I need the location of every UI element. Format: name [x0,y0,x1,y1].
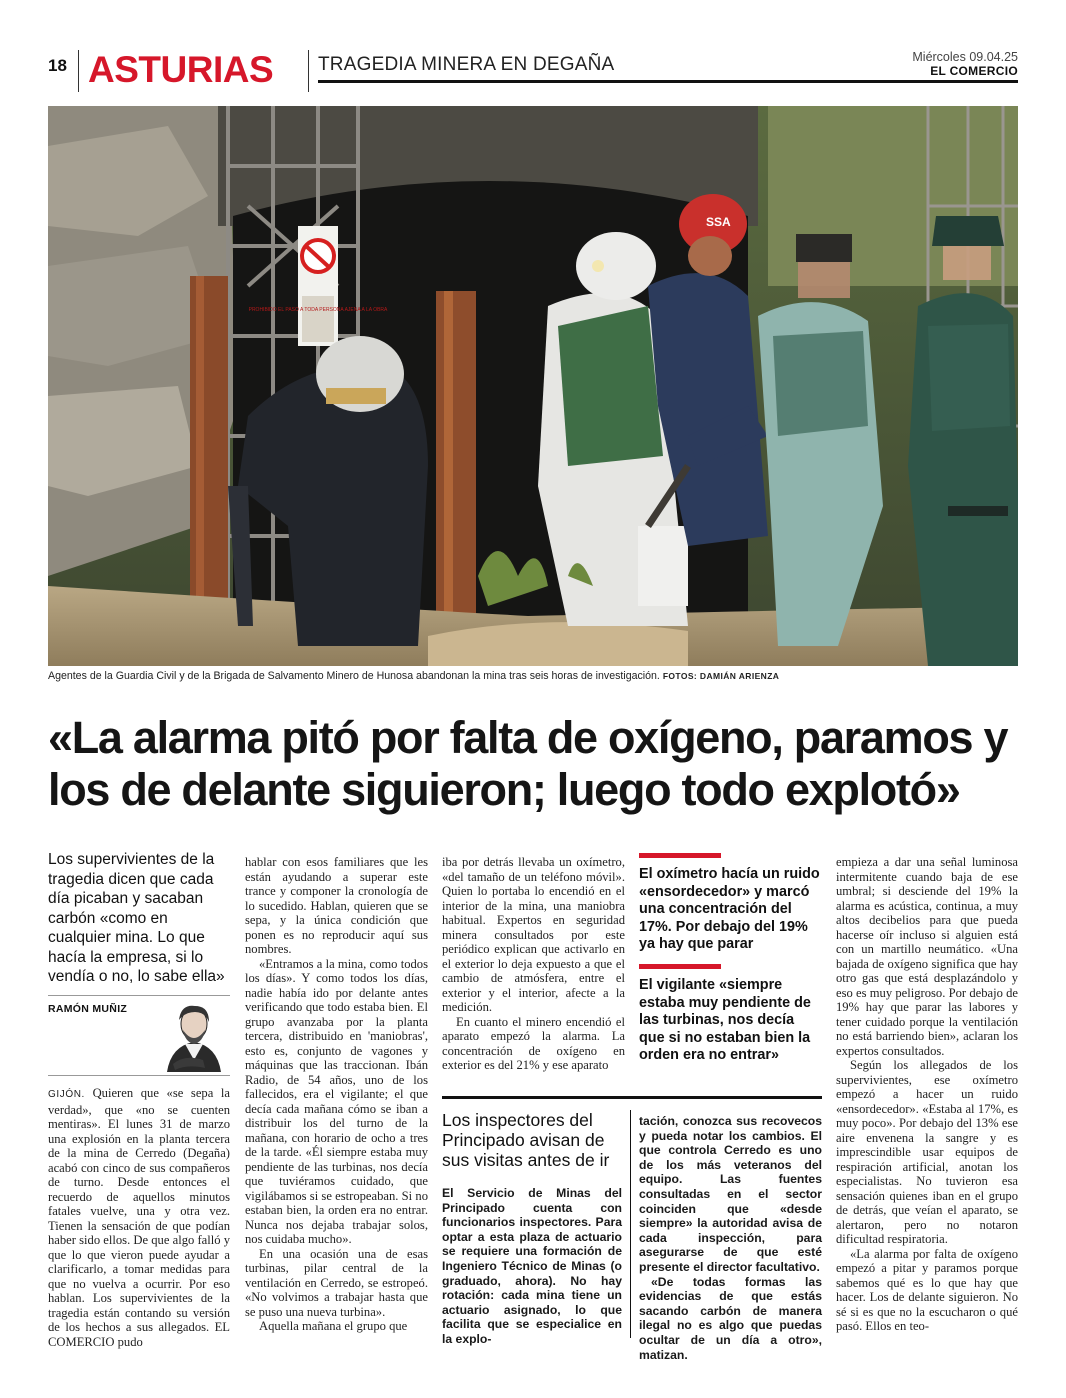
header-divider [308,50,309,92]
sidebar-column-1 [442,1186,622,1347]
section-kicker: TRAGEDIA MINERA EN DEGAÑA [318,54,615,75]
article-column-5 [836,855,1018,1334]
page-header [48,48,1018,96]
sidebar-divider [630,1110,631,1338]
page-number: 18 [48,56,67,75]
paragraph: «Entramos a la mina, como todos los días». Y como todos los días, nadie había ido por delante antes verificando que todo estaba bien. El grupo avanzaba por la planta tercera, distribuido en 'maniobras', esto es, conjunto de vagones y máquinas que las traccionan. Ibán Radio, de 54 años, uno de los fallecidos, era el vigilante; el que decía cada mañana cómo se iban a distribuir los del turno de la mañana, con horario de ocho a tres de la tarde. «Él siempre estaba muy pendiente de las turbinas, nos decía que tuviéramos cuidado, que vigilábamos si se estropeaban. Si no estaban bien, la orden era no entrar. Nunca nos dejaba trabajar solos, nos cuidaba mucho». [245,956,428,1246]
dateline-city: GIJÓN. [48,1089,85,1100]
paragraph: Quieren que «se sepa la verdad», que «no se cuenten mentiras». El lunes 31 de marzo una explosión en la planta tercera de la mina de Cerredo (Degaña) acabó con cinco de sus compañeros de turno. Desde entonces el recuerdo de aquellos minutos fatales vuelve, una y otra vez. Tienen la sensación de que podían haber sido ellos. De que algo falló y que lo que vieron puede ayudar a clarificarlo, a tomar medidas para que no vuelva a ocurrir. Por eso hablan. Los supervivientes de la tragedia están contando su versión de los hechos a sus allegados. EL COMERCIO pudo [48,1086,231,1349]
paragraph: iba por detrás llevaba un oxímetro, «del tamaño de un teléfono móvil». Quien lo portaba lo encendió en el interior de la mina, una maniobra habitual. Expertos en seguridad minera consultados por este periódico explican que activarlo en el exterior lo deja expuesto a que el cambio de atmósfera, entre el exterior y el interior, afecte a la medición. [442,855,625,1014]
header-divider [78,50,79,92]
caption-text: Agentes de la Guardia Civil y de la Brigada de Salvamento Minero de Hunosa abandonan la mina tras seis horas de investigación. [48,670,660,682]
author-avatar [163,998,225,1072]
sidebar-rule [442,1096,822,1099]
author-byline: RAMÓN MUÑIZ [48,1003,128,1015]
article-column-2 [245,855,428,1334]
paragraph: En una ocasión una de esas turbinas, pilar central de la ventilación en Cerredo, se estropeó. «No volvimos a trabajar hasta que se puso una nueva turbina». [245,1246,428,1319]
paragraph: Aquella mañana el grupo que [259,1319,408,1333]
paragraph: hablar con esos familiares que les están ayudando a superar este trance y componer la cronología de lo sucedido. Hablan, quieren que se sepa, y la única condición que ponen es no reproducir aquí sus nombres. [245,855,428,956]
paragraph: El Servicio de Minas del Principado cuenta con funcionarios inspectores. Para optar a esta plaza de actuario se requiere una formación de Ingeniero Técnico de Minas (o graduado, ahora). No hay rotación: cada mina tiene un actuario asignado, lo que facilita que se especialice en la explo- [442,1186,622,1346]
byline-rule [48,995,230,996]
helmet-label: SSA [706,215,731,229]
article-column-1 [48,1086,230,1349]
pullquote-bar [639,853,721,858]
article-headline: «La alarma pitó por falta de oxígeno, paramos y los de delante siguieron; luego todo explotó» [48,712,1008,815]
issue-date: Miércoles 09.04.25 [912,50,1018,64]
warning-sign-text: PROHIBIDO EL PASO A TODA PERSONA AJENA A LA OBRA [248,307,388,313]
paragraph: «La alarma por falta de oxígeno empezó a pitar y paramos porque sabemos qué es lo que hay que hacer. Los de delante siguieron. No sé si es que no la escucharon o qué pasó. Ellos en teo- [836,1246,1018,1333]
header-rule [318,80,1018,83]
sidebar-column-2 [639,1114,822,1362]
pullquote-oximeter: El oxímetro hacía un ruido «ensordecedor» y marcó una concentración del 17%. Por debajo del 19% ya hay que parar [639,866,820,952]
article-deck: Los supervivientes de la tragedia dicen que cada día picaban y sacaban carbón «como en cualquier mina. Lo que hacía la empresa, si lo vendía o no, lo sabe ella» [48,851,225,985]
photo-credit: FOTOS: DAMIÁN ARIENZA [662,671,780,681]
paragraph: tación, conozca sus recovecos y pueda notar los cambios. El que controla Cerredo es uno de los más veteranos del equipo. Las fuentes consultadas en el sector coinciden que «desde siempre» la autoridad avisa de cada inspección, para asegurarse de que esté presente el director facultativo. [639,1114,822,1274]
pullquote-bar [639,964,721,969]
paragraph: En cuanto el minero encendió el aparato empezó la alarma. La concentración de oxígeno en exterior es del 21% y ese aparato [442,1014,625,1072]
photo-caption [48,670,1018,682]
paragraph: empieza a dar una señal luminosa intermitente cuando baja de ese umbral; si desciende del 19% la alarma es acústica, continua, a muy altos decibelios para que pueda hacerse oír incluso si alguien está con un martillo neumático. «Una bajada de oxígeno significa que hay otro gas que está desplazándolo y eso es muy peligroso. Por debajo de 19% hay que parar las labores y tener cuidado porque la ventilación no está barriendo bien», aclaran los expertos consultados. [836,855,1018,1058]
sidebar-title: Los inspectores del Principado avisan de sus visitas antes de ir [442,1110,610,1170]
section-title: ASTURIAS [88,49,274,90]
byline-rule [48,1075,230,1076]
lead-photo [48,106,1018,666]
newspaper-name: EL COMERCIO [930,64,1018,78]
pullquote-vigilante: El vigilante «siempre estaba muy pendiente de las turbinas, nos decía que si no estaban bien la orden era no entrar» [639,977,811,1063]
paragraph: «De todas formas las evidencias de que estás sacando carbón de manera ilegal no es algo que puedas ocultar de un día a otro», matizan. [639,1274,822,1362]
article-column-3 [442,855,625,1073]
paragraph: Según los allegados de los supervivientes, ese oxímetro empezó a hacer un ruido «ensordecedor». «Estaba al 17%, es muy poco». Por debajo del 13% ese aire envenena la sangre y es imprescindible usar equipos de respiración artificial, anotan los especialistas. No tuvieron esa sensación quienes iban en el grupo de detrás, que veían el aparato, se alertaron, pero no notaron dificultad respiratoria. [836,1058,1018,1246]
